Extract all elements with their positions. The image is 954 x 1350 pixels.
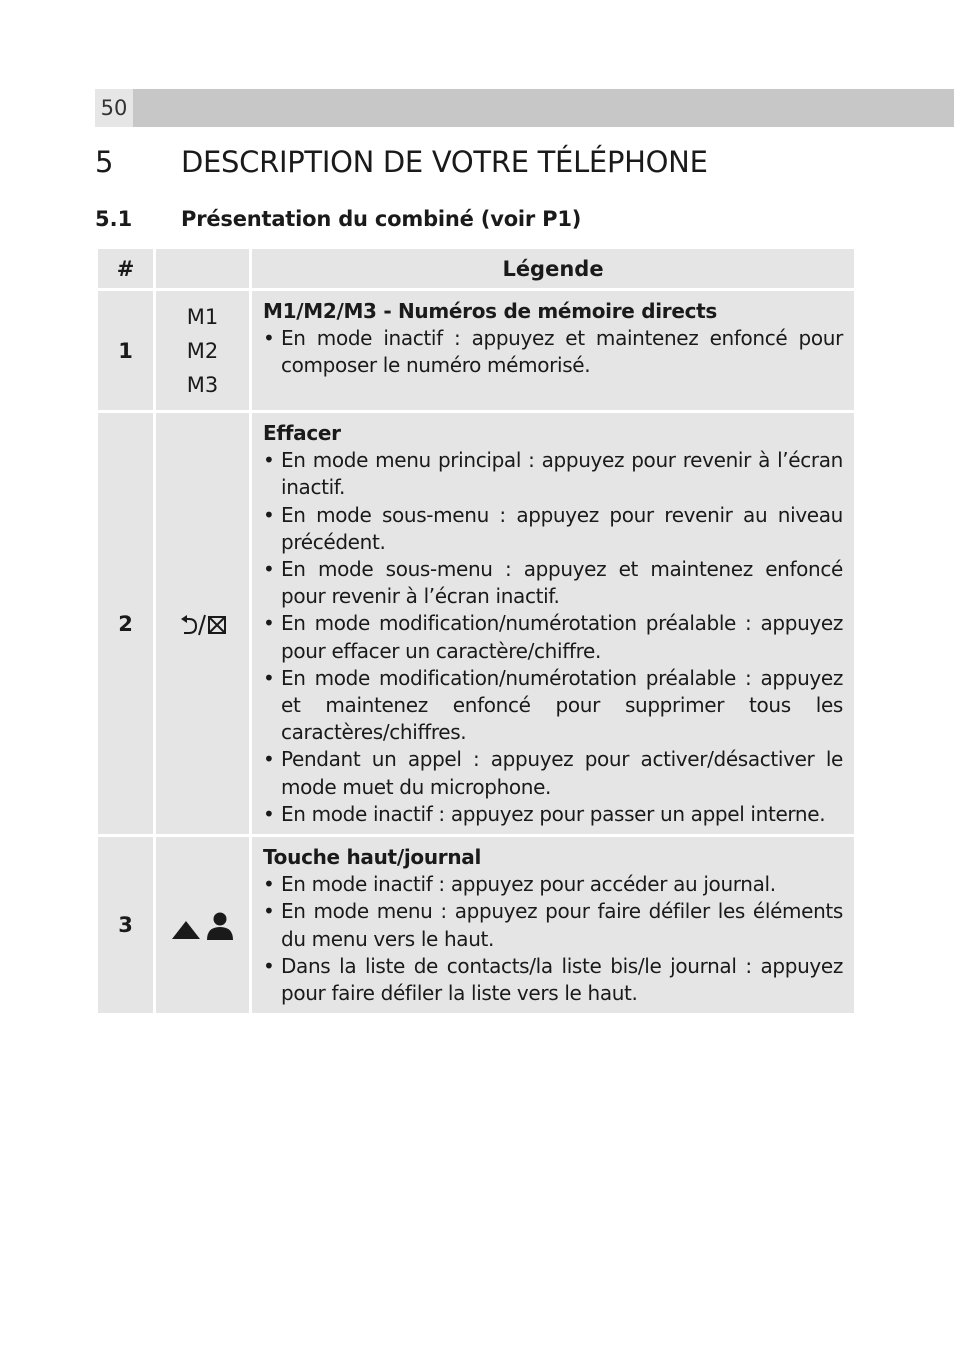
memory-keys [156, 291, 249, 410]
back-delete-icon [177, 612, 229, 638]
key-m3: M3 [186, 372, 219, 397]
list-item: • En mode modification/numérotation préalable : appuyez pour effacer un caractère/chiffre. [263, 611, 843, 663]
back-delete-key [156, 413, 249, 834]
header-num: # [98, 249, 153, 288]
row-title: Touche haut/journal [263, 845, 482, 870]
subsection-number: 5.1 [95, 207, 133, 231]
row-title: M1/M2/M3 - Numéros de mémoire directs [263, 299, 718, 323]
section-number: 5 [95, 145, 114, 179]
row-description [252, 413, 854, 834]
row-number: 1 [98, 291, 153, 410]
legend-table [95, 246, 857, 1016]
header-key [156, 249, 249, 288]
list-item: • Pendant un appel : appuyez pour activer/désactiver le mode muet du microphone. [263, 747, 843, 799]
bullet-list [263, 447, 843, 828]
row-number: 3 [98, 837, 153, 1013]
list-item: • En mode inactif : appuyez pour passer un appel interne. [263, 801, 826, 826]
list-item: • En mode sous-menu : appuyez pour revenir au niveau précédent. [263, 502, 843, 554]
key-m2: M2 [186, 338, 219, 363]
bullet-list [263, 871, 843, 1007]
table-row [98, 837, 854, 1013]
header-legend: Légende [252, 249, 854, 288]
up-contacts-icon [170, 910, 236, 942]
list-item: • En mode inactif : appuyez et maintenez enfoncé pour composer le numéro mémorisé. [263, 326, 843, 378]
up-contacts-key [156, 837, 249, 1013]
list-item: • En mode inactif : appuyez pour accéder au journal. [263, 872, 776, 897]
table-row [98, 413, 854, 834]
list-item: • En mode menu principal : appuyez pour revenir à l’écran inactif. [263, 448, 843, 500]
list-item: • En mode modification/numérotation préalable : appuyez et maintenez enfoncé pour supprimer tous les caractères/chiffres. [263, 665, 843, 745]
row-description [252, 291, 854, 410]
page-number: 50 [95, 89, 133, 127]
row-number: 2 [98, 413, 153, 834]
section-title: DESCRIPTION DE VOTRE TÉLÉPHONE [181, 145, 708, 179]
key-m1: M1 [186, 304, 219, 329]
list-item: • En mode sous-menu : appuyez et maintenez enfoncé pour revenir à l’écran inactif. [263, 557, 843, 609]
bullet-list [263, 325, 843, 379]
row-description [252, 837, 854, 1013]
list-item: • Dans la liste de contacts/la liste bis/le journal : appuyez pour faire défiler la liste vers le haut. [263, 953, 843, 1006]
table-header-row [98, 249, 854, 288]
table-row [98, 291, 854, 410]
subsection-title: Présentation du combiné (voir P1) [181, 207, 582, 231]
page-header-bar [95, 89, 954, 127]
list-item: • En mode menu : appuyez pour faire défiler les éléments du menu vers le haut. [263, 899, 843, 951]
row-title: Effacer [263, 421, 341, 445]
